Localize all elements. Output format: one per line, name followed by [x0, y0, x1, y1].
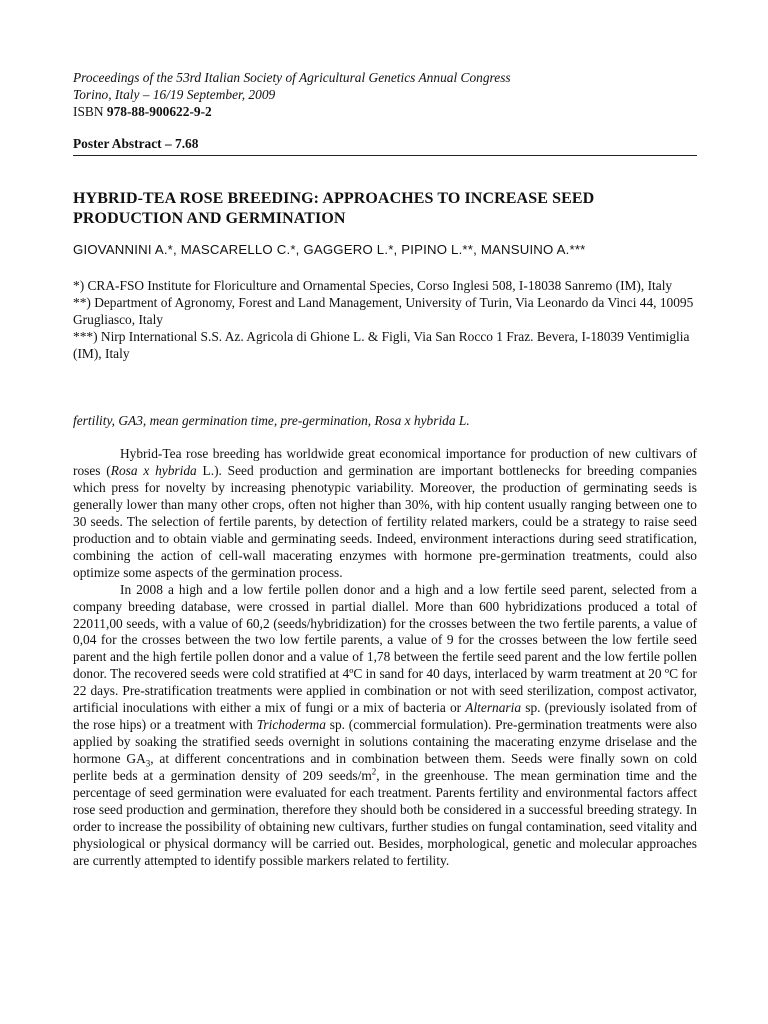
- paragraph-2-text-e: , in the greenhouse. The mean germination time and the percentage of seed germination were evaluated for each treatment. Parents fertility and environmental factors affect rose seed production and germination, therefore they should both be considered in a successful breeding strategy. In order to increase the possibility of obtaining new cultivars, further studies on fungal contamination, seed vitality and physiological or physical dormancy will be carried out. Besides, morphological, genetic and molecular approaches are currently attempted to identify possible markers related to fertility.: [73, 768, 697, 868]
- proceedings-title: Proceedings of the 53rd Italian Society of Agricultural Genetics Annual Congress: [73, 70, 511, 85]
- paragraph-1: [73, 446, 697, 582]
- affiliation-2: **) Department of Agronomy, Forest and Land Management, University of Turin, Via Leonardo da Vinci 44, 10095 Grugliasco, Italy: [73, 295, 694, 327]
- poster-abstract-label: Poster Abstract – 7.68: [73, 136, 199, 151]
- paragraph-1-text-a: Hybrid-Tea rose breeding has worldwide great economical importance for production of new cultivars of roses (: [73, 446, 697, 478]
- paragraph-1-text-b: L.). Seed production and germination are important bottlenecks for breeding companies which press for novelty by increasing phenotypic variability. Moreover, the production of germinating seeds is generally lower than many other crops, often not higher than 30%, with hip content usually ranging between one to 30 seeds. The selection of fertile parents, by detection of fertility related markers, could be a strategy to raise seed production and to obtain viable and germinating seeds. Indeed, environment interactions during seed stratification, combining the action of cell-wall macerating enzymes with hormone pre-germination treatments, could also optimize some aspects of the germination process.: [73, 462, 697, 580]
- proceedings-header: [73, 69, 697, 120]
- paper-title-line-1: HYBRID-TEA ROSE BREEDING: APPROACHES TO INCREASE SEED: [73, 190, 595, 207]
- trichoderma-name: Trichoderma: [256, 717, 326, 733]
- keywords: fertility, GA3, mean germination time, pre-germination, Rosa x hybrida L.: [73, 413, 470, 428]
- header-divider: [73, 155, 697, 156]
- paragraph-2-text-c: sp. (commercial formulation). Pre-germination treatments were also applied by soaking the stratified seeds overnight in solutions containing the macerating enzyme driselase and the hormone GA: [73, 717, 697, 767]
- m-superscript: 2: [371, 766, 377, 777]
- author-list: GIOVANNINI A.*, MASCARELLO C.*, GAGGERO L.*, PIPINO L.**, MANSUINO A.***: [73, 242, 586, 257]
- affiliation-3: ***) Nirp International S.S. Az. Agricola di Ghione L. & Figli, Via San Rocco 1 Fraz. Bevera, I-18039 Ventimiglia (IM), Italy: [73, 329, 690, 361]
- affiliation-1: *) CRA-FSO Institute for Floriculture and Ornamental Species, Corso Inglesi 508, I-18038 Sanremo (IM), Italy: [73, 278, 673, 293]
- proceedings-location-date: Torino, Italy – 16/19 September, 2009: [73, 87, 276, 102]
- isbn-line: [73, 103, 697, 120]
- paragraph-2-text-d: , at different concentrations and in combination between them. Seeds were finally sown on cold perlite beds at a germination density of 209 seeds/m: [73, 751, 697, 784]
- alternaria-name: Alternaria: [465, 700, 522, 716]
- paper-title: [73, 189, 697, 229]
- ga-subscript: 3: [145, 758, 151, 769]
- isbn-number: 978-88-900622-9-2: [106, 104, 212, 119]
- paragraph-2-text-a: In 2008 a high and a low fertile pollen donor and a high and a low fertile seed parent, selected from a company breeding database, were crossed in partial diallel. More than 600 hybridizations produced a total of 22011,00 seeds, with a value of 60,2 (seeds/hybridization) for the crosses between the two fertile parents, a value of 0,04 for the crosses between the two low fertile parents, a value of 9 for the crosses between the low fertile seed parent and the high fertile pollen donor and a value of 1,78 between the fertile seed parent and the low fertile pollen donor. The recovered seeds were cold stratified at 4ºC in sand for 40 days, interlaced by warm treatment at 20 ºC for 22 days. Pre-stratification treatments were applied in combination or not with seed sterilization, compost activator, artificial inoculations with either a mix of fungi or a mix of bacteria or: [73, 581, 697, 716]
- abstract-body: [73, 446, 697, 870]
- paragraph-2: [73, 582, 697, 870]
- species-name: Rosa x hybrida: [110, 462, 197, 478]
- isbn-label: ISBN: [73, 104, 104, 119]
- affiliations: [73, 277, 697, 362]
- paper-title-line-2: PRODUCTION AND GERMINATION: [73, 210, 346, 227]
- paragraph-2-text-b: sp. (previously isolated from of the rose hips) or a treatment with: [73, 700, 697, 733]
